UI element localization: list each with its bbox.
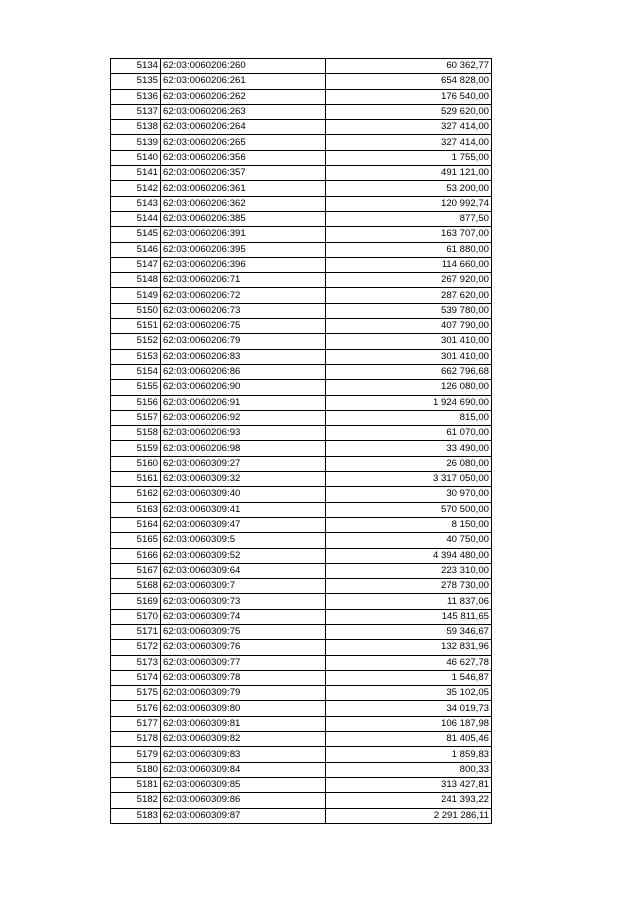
table-row [111, 227, 492, 242]
row-number-cell: 5181 [111, 777, 161, 792]
cadastral-number-cell: 62:03:0060309:64 [161, 563, 326, 578]
cadastral-number-cell: 62:03:0060206:357 [161, 166, 326, 181]
cadastral-value-cell: 163 707,00 [326, 227, 492, 242]
row-number-cell: 5174 [111, 670, 161, 685]
cadastral-number-cell: 62:03:0060309:40 [161, 487, 326, 502]
cadastral-value-cell: 4 394 480,00 [326, 548, 492, 563]
row-number-cell: 5162 [111, 487, 161, 502]
row-number-cell: 5172 [111, 640, 161, 655]
cadastral-value-cell: 145 811,65 [326, 609, 492, 624]
cadastral-value-cell: 241 393,22 [326, 793, 492, 808]
cadastral-number-cell: 62:03:0060309:80 [161, 701, 326, 716]
table-row [111, 334, 492, 349]
table-row [111, 410, 492, 425]
row-number-cell: 5165 [111, 533, 161, 548]
cadastral-number-cell: 62:03:0060206:83 [161, 349, 326, 364]
cadastral-value-cell: 539 780,00 [326, 303, 492, 318]
cadastral-number-cell: 62:03:0060309:52 [161, 548, 326, 563]
cadastral-number-cell: 62:03:0060309:84 [161, 762, 326, 777]
cadastral-value-cell: 287 620,00 [326, 288, 492, 303]
cadastral-number-cell: 62:03:0060309:83 [161, 747, 326, 762]
table-row [111, 150, 492, 165]
cadastral-number-cell: 62:03:0060309:81 [161, 716, 326, 731]
cadastral-number-cell: 62:03:0060206:90 [161, 380, 326, 395]
cadastral-number-cell: 62:03:0060206:98 [161, 441, 326, 456]
cadastral-number-cell: 62:03:0060206:356 [161, 150, 326, 165]
cadastral-number-cell: 62:03:0060206:361 [161, 181, 326, 196]
cadastral-number-cell: 62:03:0060206:385 [161, 211, 326, 226]
table-row [111, 441, 492, 456]
row-number-cell: 5149 [111, 288, 161, 303]
row-number-cell: 5138 [111, 120, 161, 135]
cadastral-number-cell: 62:03:0060206:79 [161, 334, 326, 349]
cadastral-number-cell: 62:03:0060206:391 [161, 227, 326, 242]
table-row [111, 670, 492, 685]
table-row [111, 166, 492, 181]
row-number-cell: 5176 [111, 701, 161, 716]
table-row [111, 196, 492, 211]
cadastral-number-cell: 62:03:0060309:75 [161, 624, 326, 639]
cadastral-value-cell: 3 317 050,00 [326, 472, 492, 487]
cadastral-value-cell: 1 546,87 [326, 670, 492, 685]
cadastral-value-cell: 491 121,00 [326, 166, 492, 181]
cadastral-value-cell: 301 410,00 [326, 349, 492, 364]
cadastral-value-cell: 278 730,00 [326, 579, 492, 594]
cadastral-number-cell: 62:03:0060309:74 [161, 609, 326, 624]
cadastral-number-cell: 62:03:0060309:77 [161, 655, 326, 670]
cadastral-number-cell: 62:03:0060309:78 [161, 670, 326, 685]
cadastral-value-cell: 2 291 286,11 [326, 808, 492, 823]
table-row [111, 74, 492, 89]
row-number-cell: 5155 [111, 380, 161, 395]
cadastral-number-cell: 62:03:0060206:260 [161, 59, 326, 74]
cadastral-value-cell: 53 200,00 [326, 181, 492, 196]
table-row [111, 273, 492, 288]
cadastral-value-cell: 26 080,00 [326, 456, 492, 471]
cadastral-number-cell: 62:03:0060206:75 [161, 319, 326, 334]
table-row [111, 120, 492, 135]
row-number-cell: 5156 [111, 395, 161, 410]
row-number-cell: 5136 [111, 89, 161, 104]
table-row [111, 624, 492, 639]
row-number-cell: 5157 [111, 410, 161, 425]
table-row [111, 380, 492, 395]
cadastral-value-cell: 327 414,00 [326, 120, 492, 135]
cadastral-value-cell: 327 414,00 [326, 135, 492, 150]
cadastral-value-cell: 40 750,00 [326, 533, 492, 548]
table-row [111, 364, 492, 379]
row-number-cell: 5141 [111, 166, 161, 181]
table-row [111, 686, 492, 701]
cadastral-number-cell: 62:03:0060309:47 [161, 517, 326, 532]
cadastral-value-cell: 120 992,74 [326, 196, 492, 211]
cadastral-value-cell: 1 755,00 [326, 150, 492, 165]
row-number-cell: 5146 [111, 242, 161, 257]
row-number-cell: 5153 [111, 349, 161, 364]
cadastral-number-cell: 62:03:0060206:396 [161, 257, 326, 272]
cadastral-value-cell: 46 627,78 [326, 655, 492, 670]
table-row [111, 242, 492, 257]
row-number-cell: 5151 [111, 319, 161, 334]
cadastral-value-cell: 1 924 690,00 [326, 395, 492, 410]
row-number-cell: 5170 [111, 609, 161, 624]
table-row [111, 59, 492, 74]
table-row [111, 257, 492, 272]
row-number-cell: 5168 [111, 579, 161, 594]
cadastral-value-cell: 267 920,00 [326, 273, 492, 288]
table-row [111, 456, 492, 471]
cadastral-value-cell: 61 880,00 [326, 242, 492, 257]
row-number-cell: 5145 [111, 227, 161, 242]
row-number-cell: 5135 [111, 74, 161, 89]
row-number-cell: 5173 [111, 655, 161, 670]
table-row [111, 395, 492, 410]
row-number-cell: 5183 [111, 808, 161, 823]
cadastral-number-cell: 62:03:0060206:262 [161, 89, 326, 104]
cadastral-number-cell: 62:03:0060309:85 [161, 777, 326, 792]
cadastral-value-cell: 176 540,00 [326, 89, 492, 104]
cadastral-value-cell: 800,33 [326, 762, 492, 777]
row-number-cell: 5160 [111, 456, 161, 471]
cadastral-number-cell: 62:03:0060206:92 [161, 410, 326, 425]
table-row [111, 472, 492, 487]
table-row [111, 319, 492, 334]
cadastral-value-cell: 132 831,96 [326, 640, 492, 655]
row-number-cell: 5142 [111, 181, 161, 196]
cadastral-number-cell: 62:03:0060309:5 [161, 533, 326, 548]
table-row [111, 747, 492, 762]
cadastral-value-cell: 815,00 [326, 410, 492, 425]
table-row [111, 655, 492, 670]
cadastral-value-cell: 33 490,00 [326, 441, 492, 456]
table-row [111, 303, 492, 318]
cadastral-number-cell: 62:03:0060206:263 [161, 104, 326, 119]
table-row [111, 533, 492, 548]
cadastral-number-cell: 62:03:0060309:27 [161, 456, 326, 471]
table-row [111, 349, 492, 364]
table-row [111, 793, 492, 808]
table-row [111, 548, 492, 563]
row-number-cell: 5175 [111, 686, 161, 701]
row-number-cell: 5139 [111, 135, 161, 150]
cadastral-value-cell: 8 150,00 [326, 517, 492, 532]
cadastral-value-cell: 662 796,68 [326, 364, 492, 379]
cadastral-value-cell: 1 859,83 [326, 747, 492, 762]
cadastral-number-cell: 62:03:0060206:72 [161, 288, 326, 303]
cadastral-number-cell: 62:03:0060309:87 [161, 808, 326, 823]
cadastral-value-table [110, 58, 492, 824]
cadastral-number-cell: 62:03:0060309:79 [161, 686, 326, 701]
cadastral-number-cell: 62:03:0060206:265 [161, 135, 326, 150]
table-row [111, 502, 492, 517]
row-number-cell: 5182 [111, 793, 161, 808]
row-number-cell: 5171 [111, 624, 161, 639]
cadastral-number-cell: 62:03:0060309:32 [161, 472, 326, 487]
row-number-cell: 5154 [111, 364, 161, 379]
row-number-cell: 5147 [111, 257, 161, 272]
table-row [111, 732, 492, 747]
table-row [111, 89, 492, 104]
cadastral-number-cell: 62:03:0060206:264 [161, 120, 326, 135]
cadastral-value-cell: 301 410,00 [326, 334, 492, 349]
row-number-cell: 5161 [111, 472, 161, 487]
row-number-cell: 5166 [111, 548, 161, 563]
row-number-cell: 5169 [111, 594, 161, 609]
table-row [111, 487, 492, 502]
table-row [111, 594, 492, 609]
cadastral-value-cell: 30 970,00 [326, 487, 492, 502]
row-number-cell: 5180 [111, 762, 161, 777]
row-number-cell: 5179 [111, 747, 161, 762]
row-number-cell: 5140 [111, 150, 161, 165]
cadastral-value-cell: 126 080,00 [326, 380, 492, 395]
row-number-cell: 5143 [111, 196, 161, 211]
table-row [111, 211, 492, 226]
table-row [111, 288, 492, 303]
cadastral-number-cell: 62:03:0060309:76 [161, 640, 326, 655]
cadastral-value-cell: 106 187,98 [326, 716, 492, 731]
cadastral-number-cell: 62:03:0060206:93 [161, 426, 326, 441]
cadastral-value-cell: 11 837,06 [326, 594, 492, 609]
row-number-cell: 5150 [111, 303, 161, 318]
table-row [111, 716, 492, 731]
table-row [111, 808, 492, 823]
cadastral-value-cell: 407 790,00 [326, 319, 492, 334]
cadastral-number-cell: 62:03:0060309:41 [161, 502, 326, 517]
cadastral-number-cell: 62:03:0060206:395 [161, 242, 326, 257]
row-number-cell: 5148 [111, 273, 161, 288]
cadastral-value-cell: 654 828,00 [326, 74, 492, 89]
row-number-cell: 5163 [111, 502, 161, 517]
row-number-cell: 5158 [111, 426, 161, 441]
cadastral-value-cell: 81 405,46 [326, 732, 492, 747]
cadastral-number-cell: 62:03:0060206:362 [161, 196, 326, 211]
cadastral-value-cell: 313 427,81 [326, 777, 492, 792]
cadastral-number-cell: 62:03:0060309:7 [161, 579, 326, 594]
table-row [111, 609, 492, 624]
table-row [111, 104, 492, 119]
row-number-cell: 5152 [111, 334, 161, 349]
cadastral-value-cell: 223 310,00 [326, 563, 492, 578]
row-number-cell: 5159 [111, 441, 161, 456]
table-row [111, 181, 492, 196]
table-row [111, 426, 492, 441]
cadastral-number-cell: 62:03:0060206:261 [161, 74, 326, 89]
table-body [111, 59, 492, 824]
table-row [111, 563, 492, 578]
cadastral-value-cell: 35 102,05 [326, 686, 492, 701]
table-row [111, 701, 492, 716]
table-row [111, 762, 492, 777]
row-number-cell: 5167 [111, 563, 161, 578]
cadastral-number-cell: 62:03:0060309:82 [161, 732, 326, 747]
cadastral-number-cell: 62:03:0060206:91 [161, 395, 326, 410]
row-number-cell: 5144 [111, 211, 161, 226]
row-number-cell: 5134 [111, 59, 161, 74]
cadastral-number-cell: 62:03:0060309:73 [161, 594, 326, 609]
table-row [111, 640, 492, 655]
cadastral-value-cell: 60 362,77 [326, 59, 492, 74]
cadastral-value-cell: 34 019,73 [326, 701, 492, 716]
row-number-cell: 5178 [111, 732, 161, 747]
table-row [111, 517, 492, 532]
row-number-cell: 5164 [111, 517, 161, 532]
table-row [111, 135, 492, 150]
cadastral-number-cell: 62:03:0060206:71 [161, 273, 326, 288]
cadastral-number-cell: 62:03:0060206:86 [161, 364, 326, 379]
cadastral-value-cell: 570 500,00 [326, 502, 492, 517]
cadastral-value-cell: 877,50 [326, 211, 492, 226]
row-number-cell: 5137 [111, 104, 161, 119]
row-number-cell: 5177 [111, 716, 161, 731]
cadastral-number-cell: 62:03:0060309:86 [161, 793, 326, 808]
cadastral-number-cell: 62:03:0060206:73 [161, 303, 326, 318]
table-row [111, 579, 492, 594]
cadastral-value-cell: 114 660,00 [326, 257, 492, 272]
cadastral-value-cell: 61 070,00 [326, 426, 492, 441]
table-row [111, 777, 492, 792]
cadastral-value-cell: 529 620,00 [326, 104, 492, 119]
cadastral-value-cell: 59 346,67 [326, 624, 492, 639]
